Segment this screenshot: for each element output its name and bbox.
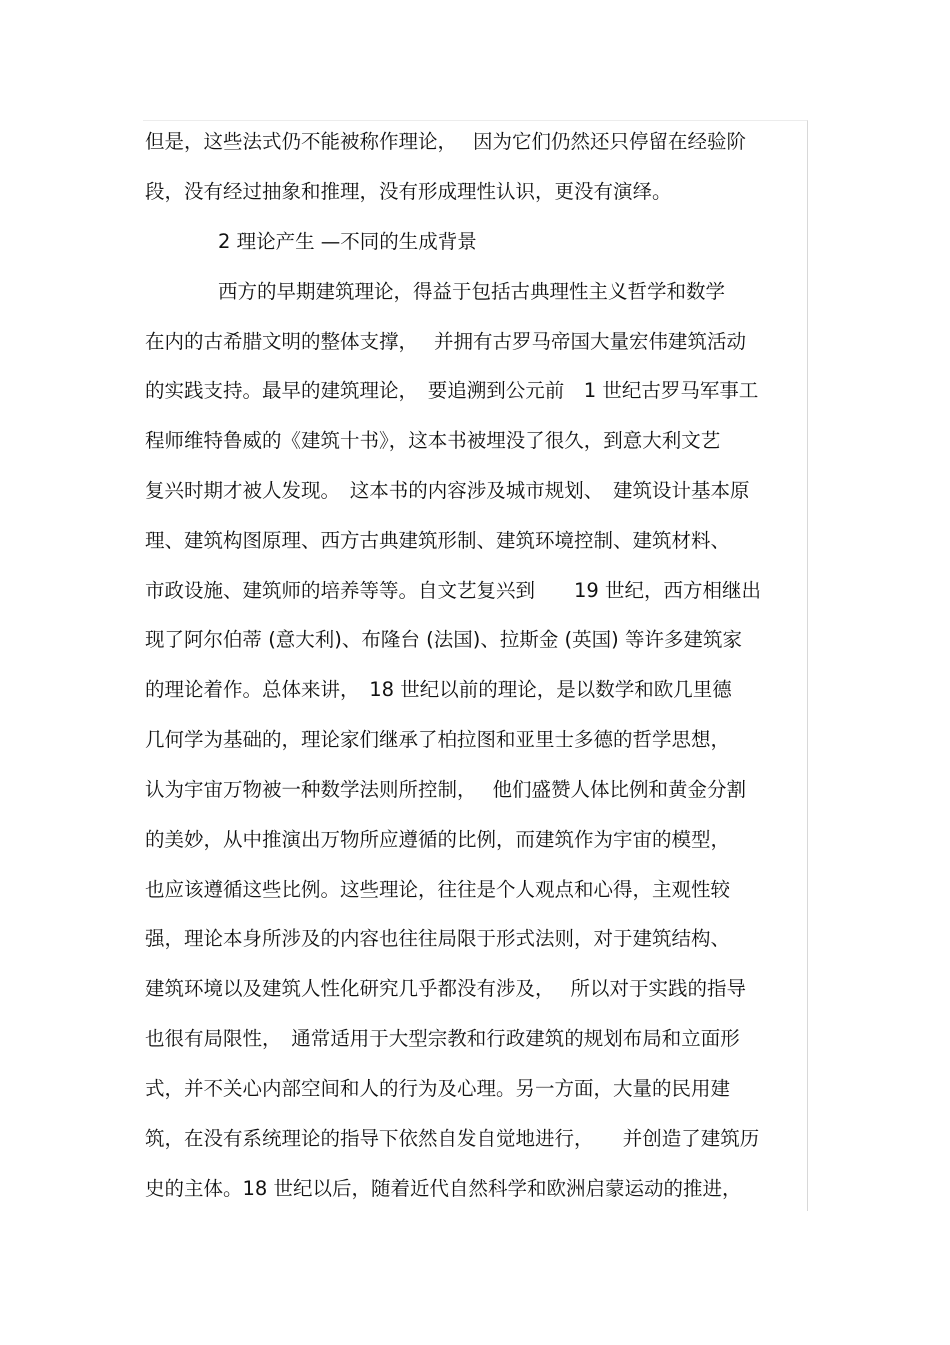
section-heading: 2 理论产生 —不同的生成背景 bbox=[218, 230, 477, 253]
body-line: 复兴时期才被人发现。 这本书的内容涉及城市规划、 建筑设计基本原 bbox=[145, 479, 750, 502]
body-line: 也很有局限性， 通常适用于大型宗教和行政建筑的规划布局和立面形 bbox=[145, 1027, 740, 1050]
body-line: 几何学为基础的，理论家们继承了柏拉图和亚里士多德的哲学思想， bbox=[145, 728, 731, 751]
body-line: 段，没有经过抽象和推理，没有形成理性认识，更没有演绎。 bbox=[145, 180, 672, 203]
body-line: 程师维特鲁威的《建筑十书》，这本书被埋没了很久，到意大利文艺 bbox=[145, 429, 721, 452]
body-line: 强，理论本身所涉及的内容也往往局限于形式法则，对于建筑结构、 bbox=[145, 927, 731, 950]
body-line: 市政设施、建筑师的培养等等。自文艺复兴到 19 世纪，西方相继出 bbox=[145, 579, 762, 602]
body-line: 但是，这些法式仍不能被称作理论， 因为它们仍然还只停留在经验阶 bbox=[145, 130, 746, 153]
body-line: 现了阿尔伯蒂 (意大利)、布隆台 (法国)、拉斯金 (英国) 等许多建筑家 bbox=[145, 628, 742, 651]
body-line: 史的主体。18 世纪以后，随着近代自然科学和欧洲启蒙运动的推进， bbox=[145, 1177, 742, 1200]
body-line: 西方的早期建筑理论，得益于包括古典理性主义哲学和数学 bbox=[218, 280, 726, 303]
body-line: 筑，在没有系统理论的指导下依然自发自觉地进行， 并创造了建筑历 bbox=[145, 1127, 760, 1150]
body-line: 的美妙，从中推演出万物所应遵循的比例，而建筑作为宇宙的模型， bbox=[145, 828, 731, 851]
body-line: 理、建筑构图原理、西方古典建筑形制、建筑环境控制、建筑材料、 bbox=[145, 529, 731, 552]
body-line: 建筑环境以及建筑人性化研究几乎都没有涉及， 所以对于实践的指导 bbox=[145, 977, 746, 1000]
body-line: 的理论着作。总体来讲， 18 世纪以前的理论，是以数学和欧几里德 bbox=[145, 678, 732, 701]
body-line: 认为宇宙万物被一种数学法则所控制， 他们盛赞人体比例和黄金分割 bbox=[145, 778, 746, 801]
body-line: 在内的古希腊文明的整体支撑， 并拥有古罗马帝国大量宏伟建筑活动 bbox=[145, 330, 746, 353]
body-line: 式，并不关心内部空间和人的行为及心理。另一方面，大量的民用建 bbox=[145, 1077, 731, 1100]
body-line: 的实践支持。最早的建筑理论， 要追溯到公元前 1 世纪古罗马军事工 bbox=[145, 379, 759, 402]
body-line: 也应该遵循这些比例。这些理论，往往是个人观点和心得，主观性较 bbox=[145, 878, 731, 901]
